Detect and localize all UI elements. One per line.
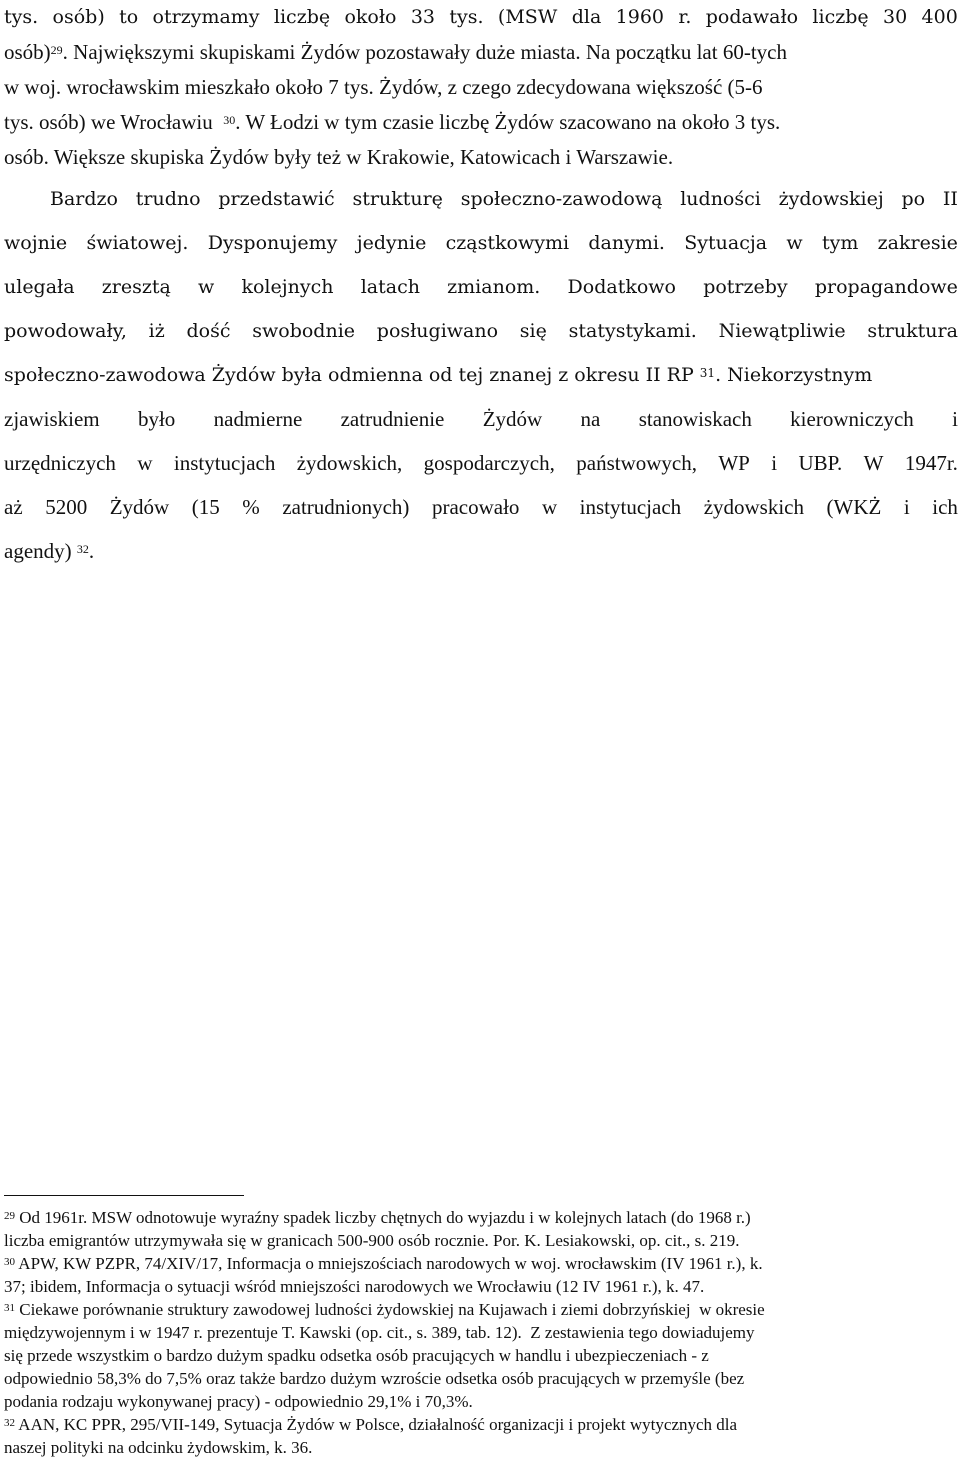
word: w [541, 495, 558, 519]
text-line [4, 397, 958, 441]
word: Dodatkowo [567, 276, 676, 298]
text-run: osób) [4, 40, 51, 64]
footnote-ref-30[interactable]: 30 [223, 113, 236, 127]
footnote-30 [4, 1252, 958, 1275]
word: 33 [410, 6, 436, 28]
word: w [786, 232, 803, 254]
footnote-separator [4, 1195, 244, 1196]
word: Bardzo [50, 188, 118, 210]
footnote-ref-32[interactable]: 32 [76, 542, 89, 556]
word: się [519, 320, 547, 342]
word: światowej. [86, 232, 189, 254]
text-segment [4, 105, 780, 140]
word: 1947r. [904, 451, 958, 475]
text-line [4, 441, 958, 485]
word: W [863, 451, 884, 475]
text-line [4, 265, 958, 309]
footnote-number: 30 [4, 1256, 15, 1268]
word: liczbę [812, 6, 869, 28]
word: propagandowe [814, 276, 958, 298]
word: instytucjach [173, 451, 276, 475]
text-line [4, 309, 958, 353]
document-page [4, 0, 958, 573]
text-segment [4, 35, 787, 70]
word: społeczno-zawodową [460, 188, 663, 210]
word: osób) [52, 6, 105, 28]
word: żydowskiej [778, 188, 884, 210]
word: 400 [921, 6, 958, 28]
word: w [137, 451, 153, 475]
word: posługiwano [376, 320, 499, 342]
word: urzędniczych [4, 451, 116, 475]
word: i [903, 495, 910, 519]
text-segment [4, 529, 94, 573]
word: liczbę [273, 6, 331, 28]
word: dla [571, 6, 602, 28]
footnote-ref-29[interactable]: 29 [50, 43, 63, 57]
text-line [4, 177, 958, 221]
word: Żydów [482, 407, 543, 431]
word: wojnie [4, 232, 68, 254]
word: około [344, 6, 397, 28]
word: żydowskich [703, 495, 805, 519]
footnote-30-cont: 37; ibidem, Informacja o sytuacji wśród mniejszości narodowych we Wrocławiu (12 IV 1961 r.), k. 47. [4, 1277, 705, 1296]
paragraph-2 [4, 177, 958, 573]
footnote-ref-31[interactable]: 31 [699, 366, 716, 380]
word: 5200 [45, 495, 88, 519]
footnote-31 [4, 1298, 958, 1321]
text-line [4, 140, 958, 175]
text-line [4, 221, 958, 265]
word: to [119, 6, 139, 28]
footnote-29-cont: liczba emigrantów utrzymywała się w granicach 500-900 osób rocznie. Por. K. Lesiakowski, op. cit., s. 219. [4, 1231, 740, 1250]
word: Niewątpliwie [718, 320, 846, 342]
text-line [4, 105, 958, 140]
text-line [4, 70, 958, 105]
text-segment: w woj. wrocławskim mieszkało około 7 tys. Żydów, z czego zdecydowana większość (5-6 [4, 75, 763, 99]
word: zresztą [101, 276, 171, 298]
text-run: tys. osób) we Wrocławiu [4, 110, 224, 134]
word: i [952, 407, 958, 431]
word: powodowały, [4, 320, 127, 342]
footnote-31-cont: odpowiednio 58,3% do 7,5% oraz także bardzo dużym wzroście odsetka osób pracujących w przemyśle (bez [4, 1369, 745, 1388]
text-segment: osób. Większe skupiska Żydów były też w Krakowie, Katowicach i Warszawie. [4, 145, 674, 169]
footnote-31-cont: międzywojennym i w 1947 r. prezentuje T. Kawski (op. cit., s. 389, tab. 12). Z zestawienia tego dowiadujemy [4, 1323, 755, 1342]
word: i [771, 451, 778, 475]
footnotes [4, 1206, 958, 1459]
text-segment [4, 353, 872, 397]
word: kolejnych [241, 276, 334, 298]
word: tym [821, 232, 859, 254]
text-line [4, 529, 958, 573]
word: zmianom. [447, 276, 541, 298]
word: tys. [4, 6, 39, 28]
footnote-31-cont: podania rodzaju wykonywanej pracy) - odpowiednio 29,1% i 70,3%. [4, 1392, 473, 1411]
word: stanowiskach [638, 407, 752, 431]
footnote-number: 31 [4, 1302, 15, 1314]
word: trudno [135, 188, 201, 210]
word: przedstawić [218, 188, 335, 210]
word: latach [360, 276, 420, 298]
word: % [242, 495, 260, 519]
word: żydowskich, [296, 451, 403, 475]
word: Żydów [109, 495, 170, 519]
word: 30 [883, 6, 908, 28]
word: państwowych, [576, 451, 697, 475]
word: WP [718, 451, 750, 475]
word: cząstkowymi [445, 232, 570, 254]
word: UBP. [798, 451, 843, 475]
footnote-32-cont: naszej polityki na odcinku żydowskim, k. 36. [4, 1438, 313, 1457]
word: zjawiskiem [4, 407, 100, 431]
word: statystykami. [568, 320, 697, 342]
word: (15 [191, 495, 220, 519]
word: iż [148, 320, 165, 342]
footnote-text: AAN, KC PPR, 295/VII-149, Sytuacja Żydów w Polsce, działalność organizacji i projekt wytycznych dla [15, 1415, 738, 1434]
text-line [4, 485, 958, 529]
word: struktura [867, 320, 958, 342]
word: zatrudnionych) [282, 495, 410, 519]
word: na [580, 407, 601, 431]
text-run: agendy) [4, 539, 77, 563]
word: zakresie [877, 232, 958, 254]
text-run: . Niekorzystnym [715, 364, 873, 386]
word: instytucjach [579, 495, 682, 519]
footnote-text: APW, KW PZPR, 74/XIV/17, Informacja o mniejszościach narodowych w woj. wrocławskim (IV 1961 r.), k. [15, 1254, 763, 1273]
word: ulegała [4, 276, 75, 298]
word: w [198, 276, 215, 298]
footnote-text: Od 1961r. MSW odnotowuje wyraźny spadek liczby chętnych do wyjazdu i w kolejnych latach (do 1968 r.) [15, 1208, 751, 1227]
text-run: . [88, 539, 95, 563]
word: potrzeby [703, 276, 788, 298]
word: nadmierne [213, 407, 303, 431]
word: po [901, 188, 926, 210]
word: dość [186, 320, 231, 342]
word: danymi. [588, 232, 665, 254]
word: (MSW [497, 6, 558, 28]
text-line [4, 35, 958, 70]
word: 1960 [615, 6, 664, 28]
footnote-29 [4, 1206, 958, 1229]
paragraph-1 [4, 0, 958, 175]
word: Dysponujemy [207, 232, 338, 254]
footnote-text: Ciekawe porównanie struktury zawodowej ludności żydowskiej na Kujawach i ziemi dobrzyńskiej w okresie [15, 1300, 765, 1319]
word: podawało [705, 6, 799, 28]
word: otrzymamy [152, 6, 260, 28]
text-run: . Największymi skupiskami Żydów pozostawały duże miasta. Na początku lat 60-tych [62, 40, 787, 64]
footnote-number: 29 [4, 1210, 15, 1222]
footnote-32 [4, 1413, 958, 1436]
text-run: . W Łodzi w tym czasie liczbę Żydów szacowano na około 3 tys. [235, 110, 781, 134]
word: II [942, 188, 958, 210]
word: było [137, 407, 176, 431]
word: zatrudnienie [340, 407, 445, 431]
word: ich [932, 495, 958, 519]
word: strukturę [352, 188, 443, 210]
word: (WKŻ [826, 495, 882, 519]
word: jedynie [356, 232, 427, 254]
footnote-31-cont: się przede wszystkim o bardzo dużym spadku odsetka osób pracujących w handlu i ubezpieczeniach - z [4, 1346, 709, 1365]
word: gospodarczych, [423, 451, 555, 475]
word: kierowniczych [790, 407, 914, 431]
text-line [4, 0, 958, 35]
word: ludności [680, 188, 761, 210]
footnote-number: 32 [4, 1417, 15, 1429]
word: aż [4, 495, 23, 519]
word: swobodnie [252, 320, 356, 342]
word: Sytuacja [684, 232, 768, 254]
text-line [4, 353, 958, 397]
word: pracowało [431, 495, 520, 519]
text-run: społeczno-zawodowa Żydów była odmienna od tej znanej z okresu II RP [4, 364, 700, 386]
word: r. [678, 6, 692, 28]
word: tys. [449, 6, 484, 28]
